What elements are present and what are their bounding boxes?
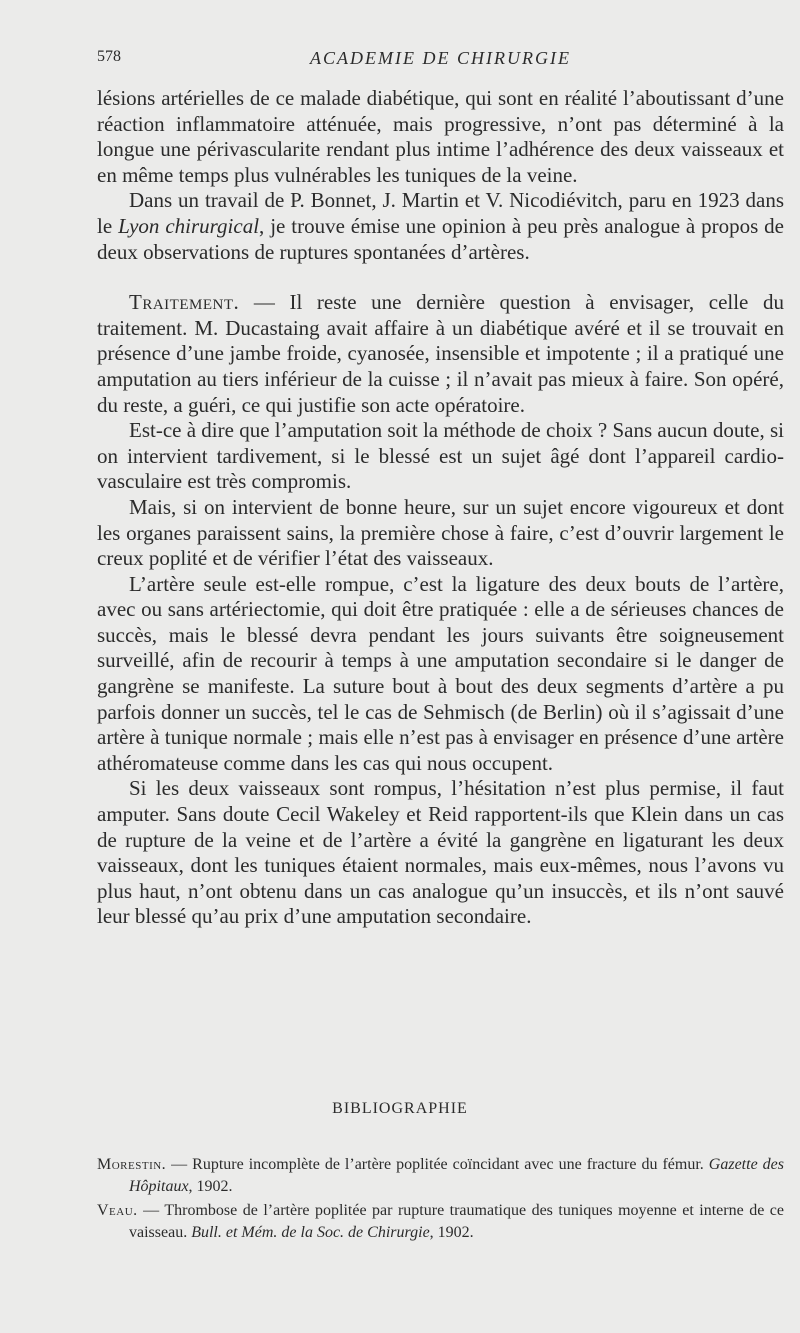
paragraph-traitement [97,290,784,418]
paragraph-bonne-heure: Mais, si on intervient de bonne heure, sur un sujet encore vigoureux et dont les organes paraissent sains, la première chose à faire, c’est d’ouvrir largement le creux poplité et de vérifier l’état des vaisseaux. [97,494,784,571]
reference-tail: , 1902. [429,1224,474,1241]
page-number: 578 [97,48,121,65]
reference-author: Veau. [97,1202,138,1219]
bibliography-heading: BIBLIOGRAPHIE [332,1100,468,1117]
reference-source: Gazette des Hôpitaux [129,1156,785,1195]
bibliography-entry [97,1200,784,1244]
bibliography-entry [97,1154,784,1198]
body-text [97,86,784,930]
bibliography-list [97,1154,784,1246]
paragraph-continuation: lésions artérielles de ce malade diabétique, qui sont en réalité l’aboutissant d’une réaction inflammatoire atténuée, mais progressive, n’ont pas déterminé à la longue une périvascularite rendant plus intime l’adhérence des deux vaisseaux et en même temps plus vulnérables les tuniques de la veine. [97,86,784,187]
reference-author: Morestin. [97,1156,167,1173]
paragraph-methode: Est-ce à dire que l’amputation soit la méthode de choix ? Sans aucun doute, si on intervient tardivement, si le blessé est un sujet âgé dont l’appareil cardio-vasculaire est très compromis. [97,418,784,494]
reference-text: — Thrombose de l’artère poplitée par rupture traumatique des tuniques moyenne et interne de ce vaisseau. [129,1202,784,1241]
page-header [97,48,784,72]
reference-source: Bull. et Mém. de la Soc. de Chirurgie [191,1224,430,1241]
journal-title: Lyon chirurgical [118,213,260,238]
section-label: Traitement. [129,290,240,315]
paragraph-ligature: L’artère seule est-elle rompue, c’est la ligature des deux bouts de l’artère, avec ou sans artériectomie, qui doit être pratiquée : elle a de sérieuses chances de succès, mais le blessé devra pendant les jours suivants être soigneusement surveillé, afin de recourir à temps à une amputation secondaire si le danger de gangrène se manifeste. La suture bout à bout des deux segments d’artère a pu parfois donner un succès, tel le cas de Sehmisch (de Berlin) où il s’agissait d’une artère à tunique normale ; mais elle n’est pas à envisager en présence d’une artère athéromateuse comme dans les cas qui nous occupent. [97,571,784,775]
paragraph-text: , je trouve émise une opinion à peu près analogue à propos de deux observations de ruptures spontanées d’artères. [97,213,785,264]
paragraph-text: Dans un travail de P. Bonnet, J. Martin et V. Nicodiévitch, paru en 1923 dans le [97,188,784,238]
running-title: ACADEMIE DE CHIRURGIE [310,48,571,68]
reference-tail: , 1902. [188,1178,233,1195]
paragraph-text: — Il reste une dernière question à envisager, celle du traitement. M. Ducastaing avait affaire à un diabétique avéré et il se trouvait en présence d’une jambe froide, cyanosée, insensible et impotente ; il a pratiqué une amputation au tiers inférieur de la cuisse ; il n’avait pas mieux à faire. Son opéré, du reste, a guéri, ce qui justifie son acte opératoire. [97,290,784,417]
reference-text: — Rupture incomplète de l’artère poplitée coïncidant avec une fracture du fémur. [166,1156,709,1173]
paragraph-deux-vaisseaux: Si les deux vaisseaux sont rompus, l’hésitation n’est plus permise, il faut amputer. Sans doute Cecil Wakeley et Reid rapportent-ils que Klein dans un cas de rupture de la veine et de l’artère a évité la gangrène en ligaturant les deux vaisseaux, dont les tuniques étaient normales, mais eux-mêmes, nous l’avons vu plus haut, n’ont obtenu dans un cas analogue qu’un insuccès, et ils n’ont sauvé leur blessé qu’au prix d’une amputation secondaire. [97,776,784,929]
paragraph-bonnet [97,188,784,265]
